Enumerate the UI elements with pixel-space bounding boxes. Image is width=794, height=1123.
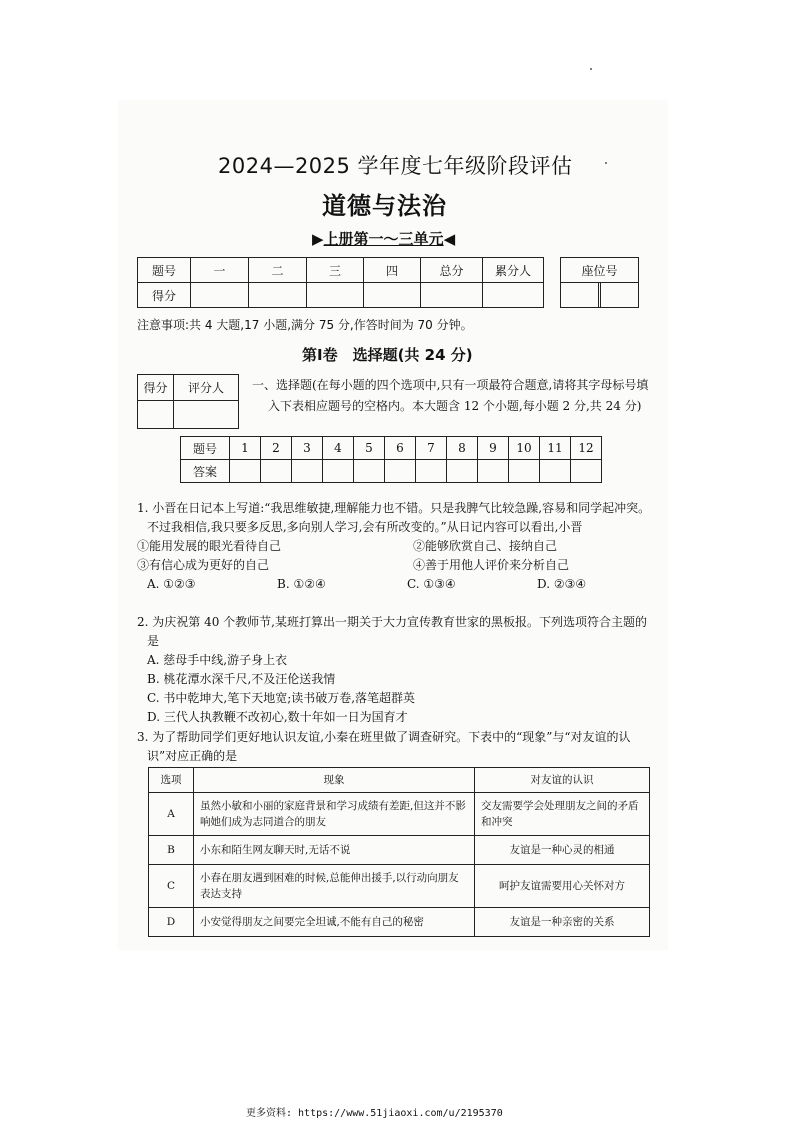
view-cell: 交友需要学会处理朋友之间的矛盾和冲突	[475, 793, 650, 836]
score-input-cell[interactable]	[249, 283, 307, 308]
score-header-cell: 二	[249, 258, 307, 283]
phenomenon-cell: 虽然小敏和小丽的家庭背景和学习成绩有差距,但这并不影响她们成为志同道合的朋友	[194, 793, 475, 836]
phenomenon-cell: 小春在朋友遇到困难的时候,总能伸出援手,以行动向朋友表达支持	[194, 865, 475, 908]
statement-item: ③有信心成为更好的自己	[137, 558, 270, 572]
statement-item: ④善于用他人评价来分析自己	[413, 558, 570, 572]
answer-input-cell[interactable]	[571, 460, 602, 483]
answer-num-cell: 4	[323, 437, 354, 460]
choice-option[interactable]: C. 书中乾坤大,笔下天地宽;读书破万卷,落笔超群英	[147, 691, 416, 705]
scan-speck	[590, 68, 592, 70]
section-intro	[252, 375, 657, 417]
answer-input-cell[interactable]	[478, 460, 509, 483]
table-row	[181, 460, 602, 483]
statement-item: ①能用发展的眼光看待自己	[137, 539, 282, 553]
option-cell[interactable]: D	[149, 908, 194, 937]
seat-label: 座位号	[561, 258, 639, 283]
question-stem: 3. 为了帮助同学们更好地认识友谊,小秦在班里做了调查研究。下表中的“现象”与“对友谊的认识”对应正确的是	[137, 730, 631, 763]
view-cell: 呵护友谊需要用心关怀对方	[475, 865, 650, 908]
seat-input-cell[interactable]	[601, 283, 639, 308]
statement-row	[137, 537, 657, 556]
score-header-cell: 四	[364, 258, 421, 283]
score-header-cell: 三	[307, 258, 364, 283]
grader-score-label: 得分	[138, 375, 174, 401]
view-cell: 友谊是一种心灵的相通	[475, 836, 650, 865]
grader-score-cell[interactable]	[138, 401, 174, 429]
part1-title: 第Ⅰ卷 选择题(共 24 分)	[302, 346, 473, 364]
view-cell: 友谊是一种亲密的关系	[475, 908, 650, 937]
table-header-option: 选项	[149, 768, 194, 793]
choice-option[interactable]: A. ①②③	[147, 577, 196, 591]
answer-num-cell: 5	[354, 437, 385, 460]
question-1	[137, 499, 657, 594]
score-row-label: 得分	[138, 283, 191, 308]
scan-speck	[605, 162, 607, 164]
option-cell[interactable]: A	[149, 793, 194, 836]
table-row	[149, 865, 650, 908]
grader-table	[137, 374, 239, 429]
table-row	[561, 283, 639, 308]
choice-option[interactable]: B. 桃花潭水深千尺,不及汪伦送我情	[147, 672, 336, 686]
subject-title: 道德与法治	[322, 192, 447, 220]
table-row	[561, 258, 639, 283]
exam-title: 2024—2025 学年度七年级阶段评估	[218, 154, 573, 178]
question-3	[137, 728, 657, 766]
phenomenon-cell: 小东和陌生网友聊天时,无话不说	[194, 836, 475, 865]
score-input-cell[interactable]	[421, 283, 483, 308]
table-row	[138, 283, 544, 308]
table-row	[149, 836, 650, 865]
table-row	[149, 793, 650, 836]
choice-option[interactable]: B. ①②④	[277, 577, 326, 591]
answer-input-cell[interactable]	[292, 460, 323, 483]
answer-input-cell[interactable]	[354, 460, 385, 483]
phenomenon-table	[148, 767, 650, 937]
footer-resource-link[interactable]: 更多资料: https://www.51jiaoxi.com/u/2195370	[246, 1108, 503, 1119]
table-row	[138, 401, 239, 429]
table-row	[149, 768, 650, 793]
phenomenon-cell: 小安觉得朋友之间要完全坦诚,不能有自己的秘密	[194, 908, 475, 937]
table-header-view: 对友谊的认识	[475, 768, 650, 793]
grader-name-cell[interactable]	[174, 401, 239, 429]
triangle-left-icon: ◀	[443, 230, 456, 248]
answer-num-cell: 8	[447, 437, 478, 460]
statement-row	[137, 556, 657, 575]
choice-option[interactable]: D. ②③④	[537, 577, 587, 591]
answer-num-cell: 11	[540, 437, 571, 460]
answer-table	[180, 436, 602, 483]
table-row	[181, 437, 602, 460]
score-input-cell[interactable]	[364, 283, 421, 308]
answer-num-label: 题号	[181, 437, 230, 460]
answer-input-cell[interactable]	[447, 460, 478, 483]
score-input-cell[interactable]	[191, 283, 249, 308]
triangle-right-icon: ▶	[312, 230, 324, 248]
seat-table	[560, 257, 639, 308]
answer-input-cell[interactable]	[261, 460, 292, 483]
statement-item: ②能够欣赏自己、接纳自己	[413, 539, 558, 553]
answer-num-cell: 7	[416, 437, 447, 460]
score-input-cell[interactable]	[307, 283, 364, 308]
table-header-phenomenon: 现象	[194, 768, 475, 793]
answer-input-cell[interactable]	[385, 460, 416, 483]
answer-num-cell: 6	[385, 437, 416, 460]
choice-option[interactable]: A. 慈母手中线,游子身上衣	[147, 653, 288, 667]
unit-scope	[312, 228, 455, 249]
answer-num-cell: 1	[230, 437, 261, 460]
answer-input-cell[interactable]	[230, 460, 261, 483]
score-header-cell: 一	[191, 258, 249, 283]
score-header-cell: 累分人	[483, 258, 544, 283]
choice-row	[137, 575, 657, 594]
score-header-cell: 总分	[421, 258, 483, 283]
score-input-cell[interactable]	[483, 283, 544, 308]
choice-option[interactable]: C. ①③④	[407, 577, 456, 591]
option-cell[interactable]: C	[149, 865, 194, 908]
score-header-cell: 题号	[138, 258, 191, 283]
answer-input-cell[interactable]	[540, 460, 571, 483]
table-row	[138, 258, 544, 283]
answer-num-cell: 9	[478, 437, 509, 460]
question-2	[137, 613, 657, 727]
answer-num-cell: 2	[261, 437, 292, 460]
seat-input-cell[interactable]	[561, 283, 599, 308]
answer-input-cell[interactable]	[416, 460, 447, 483]
score-table	[137, 257, 544, 308]
answer-label: 答案	[181, 460, 230, 483]
answer-input-cell[interactable]	[323, 460, 354, 483]
answer-num-cell: 10	[509, 437, 540, 460]
section-intro-text: 一、选择题(在每小题的四个选项中,只有一项最符合题意,请将其字母标号填入下表相应题号的空格内。本大题含 12 个小题,每小题 2 分,共 24 分)	[252, 378, 649, 413]
question-stem: 1. 小晋在日记本上写道:“我思维敏捷,理解能力也不错。只是我脾气比较急躁,容易和同学起冲突。不过我相信,我只要多反思,多向别人学习,会有所改变的。”从日记内容可以看出,小晋	[137, 501, 651, 534]
choice-option[interactable]: D. 三代人执教鞭不改初心,数十年如一日为国育才	[147, 710, 408, 724]
table-row	[138, 375, 239, 401]
exam-notice: 注意事项:共 4 大题,17 小题,满分 75 分,作答时间为 70 分钟。	[137, 318, 473, 332]
answer-num-cell: 3	[292, 437, 323, 460]
table-row	[149, 908, 650, 937]
answer-input-cell[interactable]	[509, 460, 540, 483]
question-stem: 2. 为庆祝第 40 个教师节,某班打算出一期关于大力宣传教育世家的黑板报。下列选项符合主题的是	[137, 615, 647, 648]
option-cell[interactable]: B	[149, 836, 194, 865]
unit-scope-text: 上册第一～三单元	[323, 230, 444, 248]
answer-num-cell: 12	[571, 437, 602, 460]
grader-name-label: 评分人	[174, 375, 239, 401]
